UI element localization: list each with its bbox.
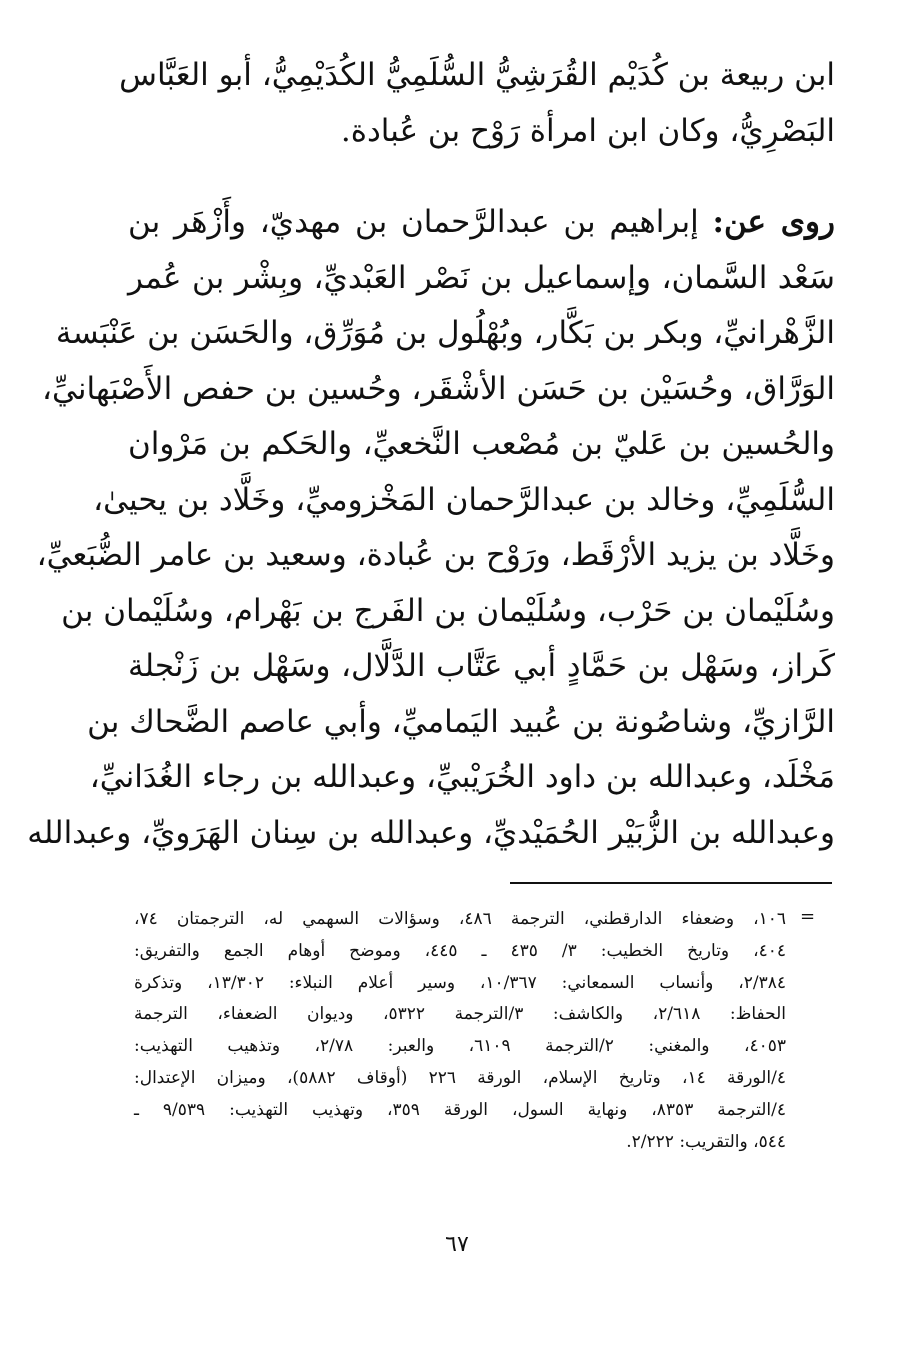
footnote-line: ٢/٣٨٤، وأنساب السمعاني: ١٠/٣٦٧، وسير أعلام النبلاء: ١٣/٣٠٢، وتذكرة xyxy=(134,972,786,993)
narrated-first-line-rest: إبراهيم بن عبدالرَّحمان بن مهديّ، وأَزْهَر بن xyxy=(128,204,713,240)
text-line: وسُلَيْمان بن حَرْب، وسُلَيْمان بن الفَرج بن بَهْرام، وسُلَيْمان بن xyxy=(61,592,835,629)
footnote-line: ١٠٦، وضعفاء الدارقطني، الترجمة ٤٨٦، وسؤالات السهمي له، الترجمتان ٧٤، xyxy=(134,909,787,929)
paragraph-gap xyxy=(128,159,835,195)
text-line: وعبدالله بن الزُّبَيْر الحُمَيْديِّ، وعبدالله بن سِنان الهَرَويِّ، وعبدالله xyxy=(27,814,835,851)
text-line: والحُسين بن عَليّ بن مُصْعب النَّخعيِّ، والحَكم بن مَرْوان xyxy=(128,426,835,462)
footnote-divider xyxy=(510,882,832,884)
text-line: السُّلَمِيِّ، وخالد بن عبدالرَّحمان المَخْزوميِّ، وخَلَّاد بن يحيىٰ، xyxy=(93,481,835,518)
footnote-line: ٤٠٤، وتاريخ الخطيب: ٣/ ٤٣٥ ـ ٤٤٥، وموضح أوهام الجمع والتفريق: xyxy=(134,940,787,961)
footnote-line: ٤٠٥٣، والمغني: ٢/الترجمة ٦١٠٩، والعبر: ٢/٧٨، وتذهيب التهذيب: xyxy=(134,1036,786,1057)
footnote-continuation-marker: = xyxy=(800,906,816,927)
narrated-first-line xyxy=(128,195,835,251)
footnote-text xyxy=(134,904,786,1158)
narrated-label: روى عن: xyxy=(712,204,835,240)
text-line: البَصْرِيُّ، وكان ابن امرأة رَوْح بن عُبادة. xyxy=(340,112,835,149)
footnote-line: الحفاظ: ٢/٦١٨، والكاشف: ٣/الترجمة ٥٣٢٢، وديوان الضعفاء، الترجمة xyxy=(134,1004,787,1025)
text-line: ابن ربيعة بن كُدَيْم القُرَشِيُّ السُّلَمِيُّ الكُدَيْمِيُّ، أبو العَبَّاس xyxy=(119,57,835,93)
main-text xyxy=(27,48,835,861)
text-line: الرَّازيِّ، وشاصُونة بن عُبيد اليَماميِّ، وأبي عاصم الضَّحاك بن xyxy=(87,703,835,740)
text-line: مَخْلَد، وعبدالله بن داود الخُرَيْبيِّ، وعبدالله بن رجاء الغُدَانيِّ، xyxy=(89,759,835,795)
footnote-line: ٤/الورقة ١٤، وتاريخ الإسلام، الورقة ٢٢٦ (أوقاف ٥٨٨٢)، وميزان الإعتدال: xyxy=(134,1067,786,1088)
text-line: كَراز، وسَهْل بن حَمَّادٍ أبي عَتَّاب الدَّلَّال، وسَهْل بن زَنْجلة xyxy=(128,648,835,684)
footnote-line: ٤/الترجمة ٨٣٥٣، ونهاية السول، الورقة ٣٥٩، وتهذيب التهذيب: ٩/٥٣٩ ـ xyxy=(134,1099,786,1120)
text-line: الزَّهْرانيِّ، وبكر بن بَكَّار، وبُهْلُول بن مُوَرِّق، والحَسَن بن عَنْبَسة xyxy=(55,315,835,351)
text-line: سَعْد السَّمان، وإسماعيل بن نَصْر العَبْديِّ، وبِشْر بن عُمر xyxy=(128,259,835,296)
text-line: الوَرَّاق، وحُسَيْن بن حَسَن الأشْقَر، وحُسين بن حفص الأَصْبَهانيِّ، xyxy=(42,370,835,407)
text-line: وخَلَّاد بن يزيد الأرْقَط، ورَوْح بن عُبادة، وسعيد بن عامر الضُّبَعيِّ، xyxy=(36,537,835,573)
footnote-line: ٥٤٤، والتقريب: ٢/٢٢٢. xyxy=(626,1131,786,1152)
page-number: ٦٧ xyxy=(445,1232,469,1257)
